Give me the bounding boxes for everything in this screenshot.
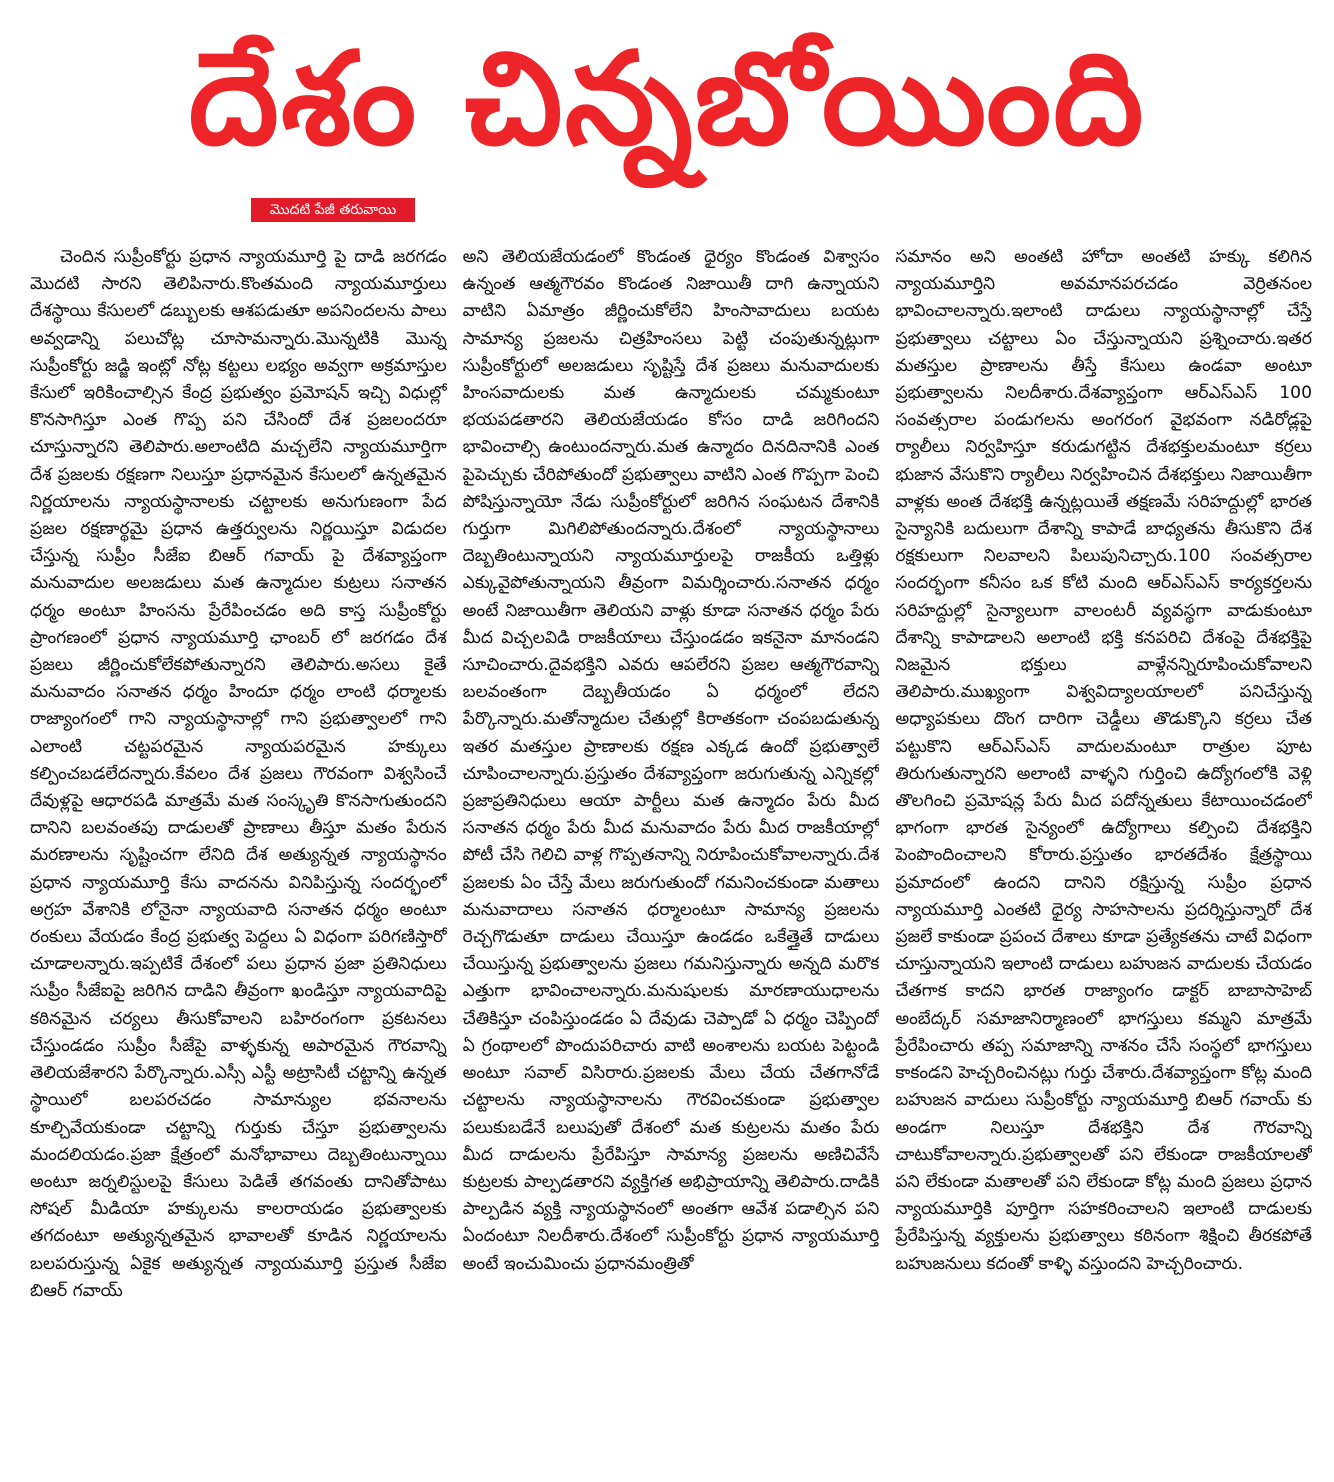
article-paragraph: చెందిన సుప్రీంకోర్టు ప్రధాన న్యాయమూర్తి పై దాడి జరగడం మొదటి సారని తెలిపినారు.కొంతమంది న్యాయమూర్తులు దేశస్థాయి కేసులలో డబ్బులకు ఆశపడుతూ అపనిందలను పాలు అవ్వడాన్ని పలుచోట్ల చూసామన్నారు.మొన్నటికి మొన్న సుప్రీంకోర్టు జడ్జి ఇంట్లో నోట్ల కట్టలు లభ్యం అవ్వగా అక్రమాస్తుల కేసులో ఇరికించాల్సిన కేంద్ర ప్రభుత్వం ప్రమోషన్ ఇచ్చి విధుల్లో కొనసాగిస్తూ ఎంత గొప్ప పని చేసిందో దేశ ప్రజలందరూ చూస్తున్నారని తెలిపారు.అలాంటిది మచ్చలేని న్యాయమూర్తిగా దేశ ప్రజలకు రక్షణగా నిలుస్తూ ప్రధానమైన కేసులలో ఉన్నతమైన నిర్ణయాలను న్యాయస్థానాలకు చట్టాలకు అనుగుణంగా పేద ప్రజల రక్షణార్థమై ప్రధాన ఉత్తర్వులను నిర్ణయిస్తూ విడుదల చేస్తున్న సుప్రీం సీజేఐ బిఆర్ గవాయ్ పై దేశవ్యాప్తంగా మనువాదుల అలజడులు మత ఉన్మాదుల కుట్రలు సనాతన ధర్మం అంటూ హింసను ప్రేరేపించడం అది కాస్త సుప్రీంకోర్టు ప్రాంగణంలో ప్రధాన న్యాయమూర్తి ఛాంబర్ లో జరగడం దేశ ప్రజలు జీర్ణించుకోలేకపోతున్నారని తెలిపారు.అసలు కైతే మనువాదం సనాతన ధర్మం హిందూ ధర్మం లాంటి ధర్మాలకు రాజ్యాంగంలో గాని న్యాయస్థానాల్లో గాని ప్రభుత్వాలలో గాని ఎలాంటి చట్టపరమైన న్యాయపరమైన హక్కులు కల్పించబడలేదన్నారు.కేవలం దేశ ప్రజలు గౌరవంగా విశ్వసించే దేవుళ్లపై ఆధారపడి మాత్రమే మత సంస్కృతి కొనసాగుతుందని దానిని బలవంతపు దాడులతో ప్రాణాలు తీస్తూ మతం పేరున మరణాలను సృష్టించగా లేనిది దేశ అత్యున్నత న్యాయస్థానం ప్రధాన న్యాయమూర్తి కేసు వాదనను వినిపిస్తున్న సందర్భంలో అగ్రహ వేశానికి లోనైనా న్యాయవాది సనాతన ధర్మం అంటూ రంకులు వేయడం కేంద్ర ప్రభుత్వ పెద్దలు ఏ విధంగా పరిగణిస్తారో చూడాలన్నారు.ఇప్పటికే దేశంలో పలు ప్రధాన ప్రజా ప్రతినిధులు సుప్రీం సీజేఐపై జరిగిన దాడిని తీవ్రంగా ఖండిస్తూ న్యాయవాదిపై కఠినమైన చర్యలు తీసుకోవాలని బహిరంగంగా ప్రకటనలు చేస్తుండడం సుప్రీం సీజేపై వాళ్ళకున్న అపారమైన గౌరవాన్ని తెలియజేశారని పేర్కొన్నారు.ఎస్సీ ఎస్టీ అట్రాసిటీ చట్టాన్ని ఉన్నత స్థాయిలో బలపరచడం సామాన్యుల భవనాలను కూల్చివేయకుండా చట్టాన్ని గుర్తుకు చేస్తూ ప్రభుత్వాలను మందలియడం.ప్రజా క్షేత్రంలో మనోభావాలు దెబ్బతింటున్నాయి అంటూ జర్నలిస్టులపై కేసులు పెడితే తగవంతు దానితోపాటు సోషల్ మీడియా హక్కులను కాలరాయడం ప్రభుత్వాలకు తగదంటూ అత్యున్నతమైన భావాలతో కూడిన నిర్ణయాలను బలపరుస్తున్న ఏకైక అత్యున్నత న్యాయమూర్తి ప్రస్తుత సీజేఐ బిఆర్ గవాయ్ — [30, 247, 447, 1301]
article-column-2 — [463, 244, 880, 1462]
article-column-1 — [30, 244, 447, 1462]
article-column-3 — [895, 244, 1312, 1462]
headline-banner — [36, 10, 1298, 190]
article-paragraph: అని తెలియజేయడంలో కొండంత ధైర్యం కొండంత విశ్వాసం ఉన్నంత ఆత్మగౌరవం కొండంత నిజాయితీ దాగి ఉన్నాయని వాటిని ఏమాత్రం జీర్ణించుకోలేని హింసావాదులు బయట సామాన్య ప్రజలను చిత్రహింసలు పెట్టి చంపుతున్నట్లుగా సుప్రీంకోర్టులో అలజడులు సృష్టిస్తే దేశ ప్రజలు మనువాదులకు హింసవాదులకు మత ఉన్మాదులకు చమ్మకుంటూ భయపడతారని తెలియజేయడం కోసం దాడి జరిగిందని భావించాల్సి ఉంటుందన్నారు.మత ఉన్మాదం దినదినానికి ఎంత పైపెచ్చుకు చేరిపోతుందో ప్రభుత్వాలు వాటిని ఎంత గొప్పగా పెంచి పోషిస్తున్నాయో నేడు సుప్రీంకోర్టులో జరిగిన సంఘటన దేశానికి గుర్తుగా మిగిలిపోతుందన్నారు.దేశంలో న్యాయస్థానాలు దెబ్బతింటున్నాయని న్యాయమూర్తులపై రాజకీయ ఒత్తిళ్లు ఎక్కువైపోతున్నాయని తీవ్రంగా విమర్శించారు.సనాతన ధర్మం అంటే నిజాయితీగా తెలియని వాళ్లు కూడా సనాతన ధర్మం పేరు మీద విచ్చలవిడి రాజకీయాలు చేస్తుండడం ఇకనైనా మానండని సూచించారు.దైవభక్తిని ఎవరు ఆపలేరని ప్రజల ఆత్మగౌరవాన్ని బలవంతంగా దెబ్బతీయడం ఏ ధర్మంలో లేదని పేర్కొన్నారు.మతోన్మాదుల చేతుల్లో కిరాతకంగా చంపబడుతున్న ఇతర మతస్తుల ప్రాణాలకు రక్షణ ఎక్కడ ఉందో ప్రభుత్వాలే చూపించాలన్నారు.ప్రస్తుతం దేశవ్యాప్తంగా జరుగుతున్న ఎన్నికల్లో ప్రజాప్రతినిధులు ఆయా పార్టీలు మత ఉన్మాదం పేరు మీద సనాతన ధర్మం పేరు మీద మనువాదం పేరు మీద రాజకీయాల్లో పోటీ చేసి గెలిచి వాళ్ల గొప్పతనాన్ని నిరూపించుకోవాలన్నారు.దేశ ప్రజలకు ఏం చేస్తే మేలు జరుగుతుందో గమనించకుండా మతాలు మనువాదాలు సనాతన ధర్మాలంటూ సామాన్య ప్రజలను రెచ్చగొడుతూ దాడులు చేయిస్తూ ఉండడం ఒకేత్తైతే దాడులు చేయిస్తున్న ప్రభుత్వాలను ప్రజలు గమనిస్తున్నారు అన్నది మరొక ఎత్తుగా భావించాలన్నారు.మనుషులకు మారణాయుధాలను చేతికిస్తూ చంపిస్తుండడం ఏ దేవుడు చెప్పాడో ఏ ధర్మం చెప్పిందో ఏ గ్రంథాలలో పొందుపరిచారు వాటి అంశాలను బయట పెట్టండి అంటూ సవాల్ విసిరారు.ప్రజలకు మేలు చేయ చేతగానోడే చట్టాలను న్యాయస్థానాలను గౌరవించకుండా ప్రభుత్వాల పలుకుబడేనే బలుపుతో దేశంలో మత కుట్రలను మతం పేరు మీద దాడులను ప్రేరేపిస్తూ సామాన్య ప్రజలను అణిచివేసే కుట్రలకు పాల్పడతారని వ్యక్తిగత అభిప్రాయాన్ని తెలిపారు.దాడికి పాల్పడిన వ్యక్తి న్యాయస్థానంలో అంతగా ఆవేశ పడాల్సిన పని ఏందంటూ నిలదీశారు.దేశంలో సుప్రీంకోర్టు ప్రధాన న్యాయమూర్తి అంటే ఇంచుమించు ప్రధానమంత్రితో — [462, 247, 880, 1274]
continued-tag: మొదటి పేజీ తరువాయి — [251, 198, 415, 222]
headline: దేశం చిన్నబోయింది — [188, 25, 1146, 174]
article-paragraph: సమానం అని అంతటి హోదా అంతటి హక్కు కలిగిన న్యాయమూర్తిని అవమానపరచడం వెర్రితనంల భావించాలన్నారు.ఇలాంటి దాడులు న్యాయస్థానాల్లో చేస్తే ప్రభుత్వాలు చట్టాలు ఏం చేస్తున్నాయని ప్రశ్నించారు.ఇతర మతస్తుల ప్రాణాలను తీస్తే కేసులు ఉండవా అంటూ ప్రభుత్వాలను నిలదీశారు.దేశవ్యాప్తంగా ఆర్ఎస్ఎస్ 100 సంవత్సరాల పండుగలను అంగరంగ వైభవంగా నడిరోడ్లపై ర్యాలీలు నిర్వహిస్తూ కరుడుగట్టిన దేశభక్తులమంటూ కర్రలు భుజాన వేసుకొని ర్యాలీలు నిర్వహించిన దేశభక్తులు నిజాయితీగా వాళ్లకు అంత దేశభక్తి ఉన్నట్లయితే తక్షణమే సరిహద్దుల్లో భారత సైన్యానికి బదులుగా దేశాన్ని కాపాడే బాధ్యతను తీసుకొని దేశ రక్షకులుగా నిలవాలని పిలుపునిచ్చారు.100 సంవత్సరాల సందర్భంగా కనీసం ఒక కోటి మంది ఆర్ఎస్ఎస్ కార్యకర్తలను సరిహద్దుల్లో సైన్యాలుగా వాలంటరీ వ్యవస్థగా వాడుకుంటూ దేశాన్ని కాపాడాలని అలాంటి భక్తి కనపరిచి దేశంపై దేశభక్తిపై నిజమైన భక్తులు వాళ్లేనన్నిరూపించుకోవాలని తెలిపారు.ముఖ్యంగా విశ్వవిద్యాలయాలలో పనిచేస్తున్న అధ్యాపకులు దొంగ దారిగా చెడ్డీలు తొడుక్కొని కర్రలు చేత పట్టుకొని ఆర్ఎస్ఎస్ వాదులమంటూ రాత్రుల పూట తిరుగుతున్నారని అలాంటి వాళ్ళని గుర్తించి ఉద్యోగంలోకి వెళ్లి తొలగించి ప్రమోషన్ల పేరు మీద పదోన్నతులు కేటాయించడంలో భాగంగా భారత సైన్యంలో ఉద్యోగాలు కల్పించి దేశభక్తిని పెంపొందించాలని కోరారు.ప్రస్తుతం భారతదేశం క్షేత్రస్థాయి ప్రమాదంలో ఉందని దానిని రక్షిస్తున్న సుప్రీం ప్రధాన న్యాయమూర్తి ఎంతటి ధైర్య సాహసాలను ప్రదర్శిస్తున్నారో దేశ ప్రజలే కాకుండా ప్రపంచ దేశాలు కూడా ప్రత్యేకతను చాటే విధంగా చూస్తున్నాయని ఇలాంటి దాడులు బహుజన వాదులకు చేయడం చేతగాక కాదని భారత రాజ్యాంగం డాక్టర్ బాబాసాహెబ్ అంబేద్కర్ సమాజానిర్మాణంలో భాగస్తులు కమ్మని మాత్రమే ప్రేరేపించారు తప్ప సమాజాన్ని నాశనం చేసే సంస్థలో భాగస్తులు కాకండని హెచ్చరించినట్లు గుర్తు చేశారు.దేశవ్యాప్తంగా కోట్ల మంది బహుజన వాదులు సుప్రీంకోర్టు న్యాయమూర్తి బిఆర్ గవాయ్ కు అండగా నిలుస్తూ దేశభక్తిని దేశ గౌరవాన్ని చాటుకోవాలన్నారు.ప్రభుత్వాలతో పని లేకుండా రాజకీయాలతో పని లేకుండా మతాలతో పని లేకుండా కోట్ల మంది ప్రజలు ప్రధాన న్యాయమూర్తికి పూర్తిగా సహకరించాలని ఇలాంటి దాడులకు ప్రేరేపిస్తున్న వ్యక్తులను ప్రభుత్వాలు కఠినంగా శిక్షించి తీరకపోతే బహుజనులు కదంతో కాళ్ళి వస్తుందని హెచ్చరించారు. — [895, 247, 1313, 1274]
article-body — [30, 244, 1312, 1462]
